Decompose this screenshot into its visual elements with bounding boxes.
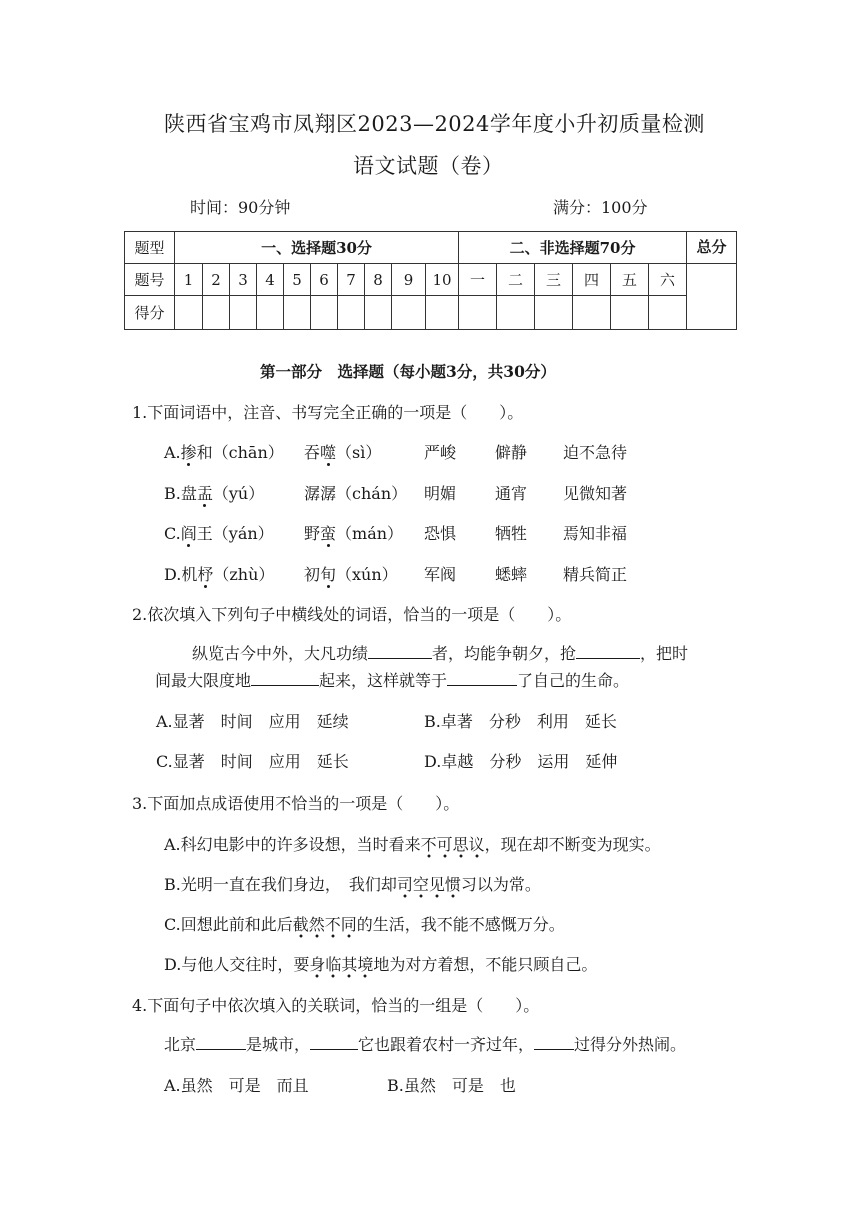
q2-option-a: A.显著 时间 应用 延续 <box>156 712 349 731</box>
part1-heading: 第一部分 选择题（每小题3分，共30分） <box>260 362 556 381</box>
score-cell <box>426 296 459 330</box>
q3-stem: 3.下面加点成语使用不恰当的一项是（ ）。 <box>132 794 460 813</box>
q3-option-b: B.光明一直在我们身边， 我们却司空见惯习以为常。 <box>164 872 541 895</box>
score-cell <box>535 296 573 330</box>
q4-stem: 4.下面句子中依次填入的关联词，恰当的一组是（ ）。 <box>132 996 540 1015</box>
q3-option-d: D.与他人交往时，要身临其境地为对方着想，不能只顾自己。 <box>164 952 597 975</box>
q2-stem: 2.依次填入下列句子中横线处的词语，恰当的一项是（ ）。 <box>132 605 572 624</box>
dotted-idiom: 不可思议 <box>421 835 485 858</box>
q4-option-a: A.虽然 可是 而且 <box>164 1076 309 1095</box>
emphasis-dot-char: 噬 <box>320 443 337 462</box>
q2-passage-line1: 纵览古今中外，大凡功绩 者，均能争朝夕，抢 ，把时 <box>192 644 689 663</box>
score-cell <box>392 296 426 330</box>
emphasis-dot-char: 旬 <box>320 565 337 584</box>
q2-option-b: B.卓著 分秒 利用 延长 <box>424 712 617 731</box>
exam-title: 陕西省宝鸡市凤翔区2023—2024学年度小升初质量检测 <box>164 112 705 136</box>
fill-blank <box>534 1035 574 1050</box>
question-number: 7 <box>338 264 365 296</box>
score-cell <box>203 296 230 330</box>
q3-option-a: A.科幻电影中的许多设想，当时看来不可思议，现在却不断变为现实。 <box>164 832 661 855</box>
dotted-idiom: 司空见惯 <box>397 875 461 898</box>
question-number: 6 <box>311 264 338 296</box>
question-number: 5 <box>284 264 311 296</box>
q4-option-b: B.虽然 可是 也 <box>387 1076 516 1095</box>
score-cell <box>284 296 311 330</box>
fill-blank <box>368 644 432 659</box>
question-number: 三 <box>535 264 573 296</box>
q2-passage-line2: 间最大限度地 起来，这样就等于 了自己的生命。 <box>155 671 630 690</box>
question-number: 1 <box>175 264 203 296</box>
dotted-idiom: 截然不同 <box>293 915 357 938</box>
question-number: 2 <box>203 264 230 296</box>
exam-subtitle: 语文试题（卷） <box>353 154 504 178</box>
section-choice-header: 一、选择题30分 <box>175 232 459 264</box>
score-cell <box>459 296 497 330</box>
question-number: 四 <box>573 264 611 296</box>
row-label-number: 题号 <box>125 264 175 296</box>
question-number: 一 <box>459 264 497 296</box>
score-cell <box>649 296 687 330</box>
fill-blank <box>196 1035 246 1050</box>
q3-option-c: C.回想此前和此后截然不同的生活，我不能不感慨万分。 <box>164 912 565 935</box>
exam-time: 时间：90分钟 <box>190 198 291 217</box>
q2-option-c: C.显著 时间 应用 延长 <box>156 752 349 771</box>
score-cell <box>257 296 284 330</box>
question-number: 二 <box>497 264 535 296</box>
question-number: 六 <box>649 264 687 296</box>
score-cell <box>573 296 611 330</box>
dotted-idiom: 身临其境 <box>309 955 373 978</box>
score-cell <box>311 296 338 330</box>
fill-blank <box>310 1035 358 1050</box>
question-number: 4 <box>257 264 284 296</box>
question-number: 10 <box>426 264 459 296</box>
emphasis-dot-char: 掺 <box>180 443 197 462</box>
score-table <box>124 231 737 330</box>
fill-blank <box>251 671 319 686</box>
score-cell <box>497 296 535 330</box>
row-label-type: 题型 <box>125 232 175 264</box>
exam-full-score: 满分：100分 <box>553 198 648 217</box>
score-cell <box>338 296 365 330</box>
score-cell <box>611 296 649 330</box>
question-number: 五 <box>611 264 649 296</box>
emphasis-dot-char: 杼 <box>197 565 214 584</box>
fill-blank <box>576 644 640 659</box>
question-number: 3 <box>230 264 257 296</box>
score-cell <box>230 296 257 330</box>
score-cell <box>175 296 203 330</box>
total-score-cell <box>687 264 737 330</box>
q1-stem: 1.下面词语中，注音、书写完全正确的一项是（ ）。 <box>132 403 524 422</box>
question-number: 8 <box>365 264 392 296</box>
score-cell <box>365 296 392 330</box>
emphasis-dot-char: 阎 <box>180 524 197 543</box>
row-label-score: 得分 <box>125 296 175 330</box>
fill-blank <box>447 671 517 686</box>
q2-option-d: D.卓越 分秒 运用 延伸 <box>424 752 618 771</box>
q4-sentence: 北京 是城市， 它也跟着农村一齐过年， 过得分外热闹。 <box>164 1035 687 1054</box>
emphasis-dot-char: 蛮 <box>320 524 337 543</box>
total-header: 总分 <box>687 232 737 264</box>
emphasis-dot-char: 盂 <box>196 484 213 503</box>
section-nonchoice-header: 二、非选择题70分 <box>459 232 687 264</box>
question-number: 9 <box>392 264 426 296</box>
